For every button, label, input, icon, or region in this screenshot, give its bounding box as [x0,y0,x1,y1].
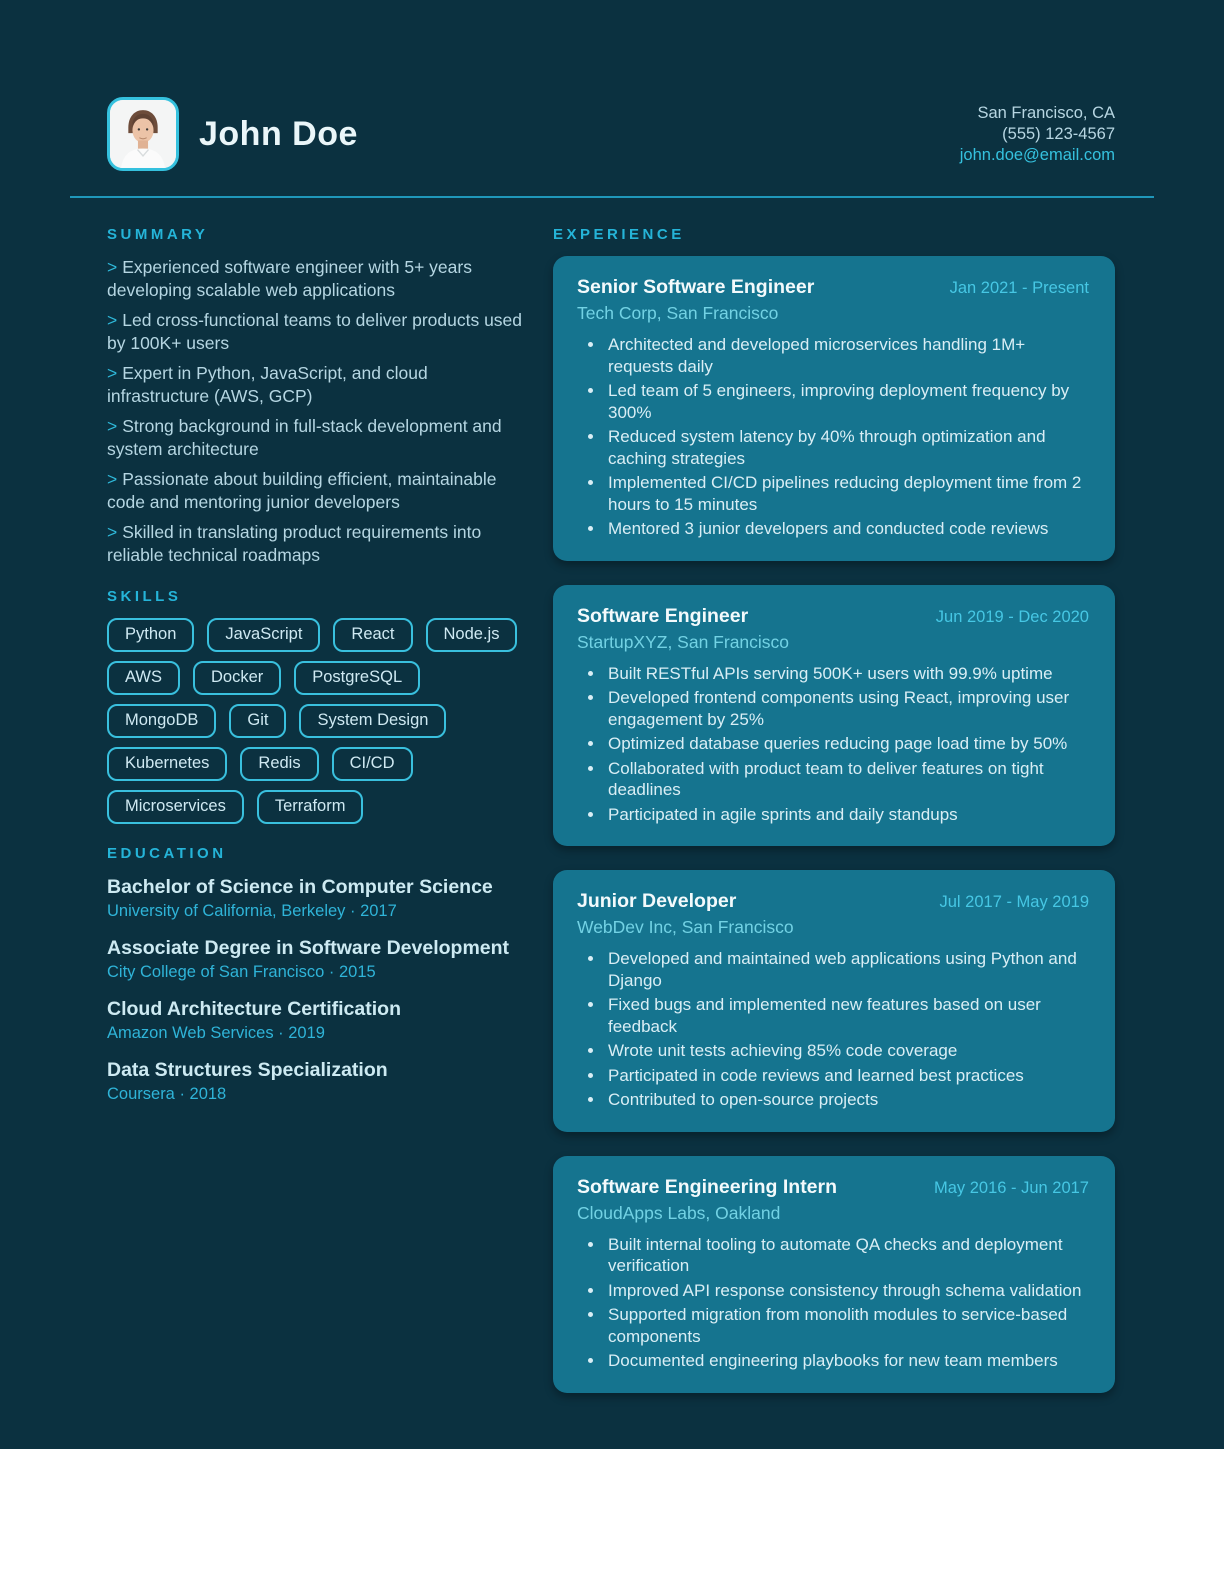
education-item [107,875,531,921]
experience-card [553,1156,1115,1393]
job-bullet-list [577,948,1089,1111]
summary-section [107,226,531,567]
summary-item [107,309,531,355]
job-bullet: • Improved API response consistency through schema validation [605,1280,1089,1302]
education-item [107,997,531,1043]
summary-title: SUMMARY [107,226,209,243]
experience-card [553,870,1115,1132]
skill-pill: AWS [107,661,180,695]
summary-item-text: Strong background in full-stack development and system architecture [107,416,502,459]
skill-pill: Docker [193,661,281,695]
summary-item-text: Experienced software engineer with 5+ years developing scalable web applications [107,257,472,300]
skill-pill: Terraform [257,790,364,824]
job-bullet: • Mentored 3 junior developers and conducted code reviews [605,518,1089,540]
content-columns [107,226,1115,1417]
contact-location: San Francisco, CA [977,103,1115,122]
job-bullet: • Developed frontend components using React, improving user engagement by 25% [605,687,1089,730]
experience-section [553,226,1115,1393]
job-bullet: • Fixed bugs and implemented new features based on user feedback [605,994,1089,1037]
job-bullet: • Architected and developed microservices handling 1M+ requests daily [605,334,1089,377]
experience-list [553,256,1115,1393]
chevron-marker: > [107,363,118,383]
skill-pill: Git [229,704,286,738]
experience-title: EXPERIENCE [553,226,685,243]
right-column [553,226,1115,1417]
job-bullet: • Optimized database queries reducing page load time by 50% [605,733,1089,755]
job-bullet-list [577,663,1089,826]
summary-item [107,468,531,514]
header-divider [70,196,1154,198]
skill-pill: System Design [299,704,446,738]
job-bullet: • Collaborated with product team to deliver features on tight deadlines [605,758,1089,801]
skill-pill: JavaScript [207,618,320,652]
job-company: Tech Corp, San Francisco [577,303,779,323]
job-bullet: • Led team of 5 engineers, improving deployment frequency by 300% [605,380,1089,423]
skill-pill: Redis [240,747,318,781]
education-item [107,1058,531,1104]
candidate-name: John Doe [199,114,358,153]
job-bullet: • Reduced system latency by 40% through optimization and caching strategies [605,426,1089,469]
education-degree: Data Structures Specialization [107,1059,388,1081]
summary-item-text: Expert in Python, JavaScript, and cloud infrastructure (AWS, GCP) [107,363,428,406]
job-title: Software Engineering Intern [577,1175,838,1198]
job-title: Software Engineer [577,604,749,627]
skill-pill: Kubernetes [107,747,227,781]
job-bullet: • Built internal tooling to automate QA checks and deployment verification [605,1234,1089,1277]
education-list [107,875,531,1104]
experience-card-header [577,605,1089,628]
chevron-marker: > [107,416,118,436]
job-company: StartupXYZ, San Francisco [577,631,790,652]
education-section [107,845,531,1104]
chevron-marker: > [107,469,118,489]
summary-item [107,362,531,408]
skill-pill: Microservices [107,790,244,824]
job-bullet-list [577,334,1089,540]
experience-card-header [577,890,1089,913]
skill-pill: PostgreSQL [294,661,420,695]
job-title: Senior Software Engineer [577,276,815,298]
left-column [107,226,531,1119]
experience-card-header [577,276,1089,299]
education-item [107,936,531,982]
summary-item-text: Skilled in translating product requirements into reliable technical roadmaps [107,522,482,565]
header [107,0,1115,171]
job-bullet: • Built RESTful APIs serving 500K+ users with 99.9% uptime [605,663,1089,685]
job-bullet: • Participated in code reviews and learned best practices [605,1065,1089,1087]
job-dates: May 2016 - Jun 2017 [933,1178,1089,1197]
contact-email[interactable]: john.doe@email.com [959,145,1115,164]
education-institution: University of California, Berkeley · 2017 [107,902,397,920]
experience-card [553,585,1115,847]
job-dates: Jan 2021 - Present [949,279,1089,297]
education-institution: Coursera · 2018 [107,1085,227,1103]
chevron-marker: > [107,257,118,277]
summary-item [107,256,531,302]
skills-title: SKILLS [107,588,182,605]
skill-pill: MongoDB [107,704,216,738]
job-bullet: • Developed and maintained web applications using Python and Django [605,948,1089,991]
job-company: WebDev Inc, San Francisco [577,917,794,937]
contact-phone: (555) 123-4567 [1002,124,1115,143]
avatar [107,97,179,171]
education-degree: Bachelor of Science in Computer Science [107,876,493,898]
job-bullet: • Participated in agile sprints and daily standups [605,804,1089,826]
chevron-marker: > [107,310,118,330]
education-title: EDUCATION [107,845,227,862]
job-bullet: • Wrote unit tests achieving 85% code coverage [605,1040,1089,1062]
summary-item [107,415,531,461]
profile-photo-icon [110,100,176,168]
summary-list [107,256,531,567]
skill-pill: CI/CD [332,747,413,781]
skill-pill: Node.js [426,618,518,652]
job-dates: Jun 2019 - Dec 2020 [935,607,1089,626]
job-bullet: • Implemented CI/CD pipelines reducing deployment time from 2 hours to 15 minutes [605,472,1089,515]
job-title: Junior Developer [577,890,737,912]
job-bullet: • Supported migration from monolith modules to service-based components [605,1304,1089,1347]
contact-info [960,103,1115,166]
job-bullet: • Contributed to open-source projects [605,1089,1089,1111]
skill-pill: React [333,618,412,652]
education-degree: Cloud Architecture Certification [107,998,401,1020]
header-identity [107,97,358,171]
experience-card [553,256,1115,561]
chevron-marker: > [107,522,118,542]
job-bullet-list [577,1234,1089,1372]
summary-item [107,521,531,567]
summary-item-text: Passionate about building efficient, maintainable code and mentoring junior developers [107,469,497,512]
job-bullet: • Documented engineering playbooks for new team members [605,1350,1089,1372]
experience-card-header [577,1176,1089,1199]
skills-section [107,588,531,824]
education-degree: Associate Degree in Software Development [107,937,510,959]
education-institution: Amazon Web Services · 2019 [107,1024,325,1042]
skill-pill: Python [107,618,194,652]
job-dates: Jul 2017 - May 2019 [939,893,1089,911]
skills-list [107,618,531,824]
summary-item-text: Led cross-functional teams to deliver products used by 100K+ users [107,310,523,353]
education-institution: City College of San Francisco · 2015 [107,963,376,981]
job-company: CloudApps Labs, Oakland [577,1202,781,1223]
